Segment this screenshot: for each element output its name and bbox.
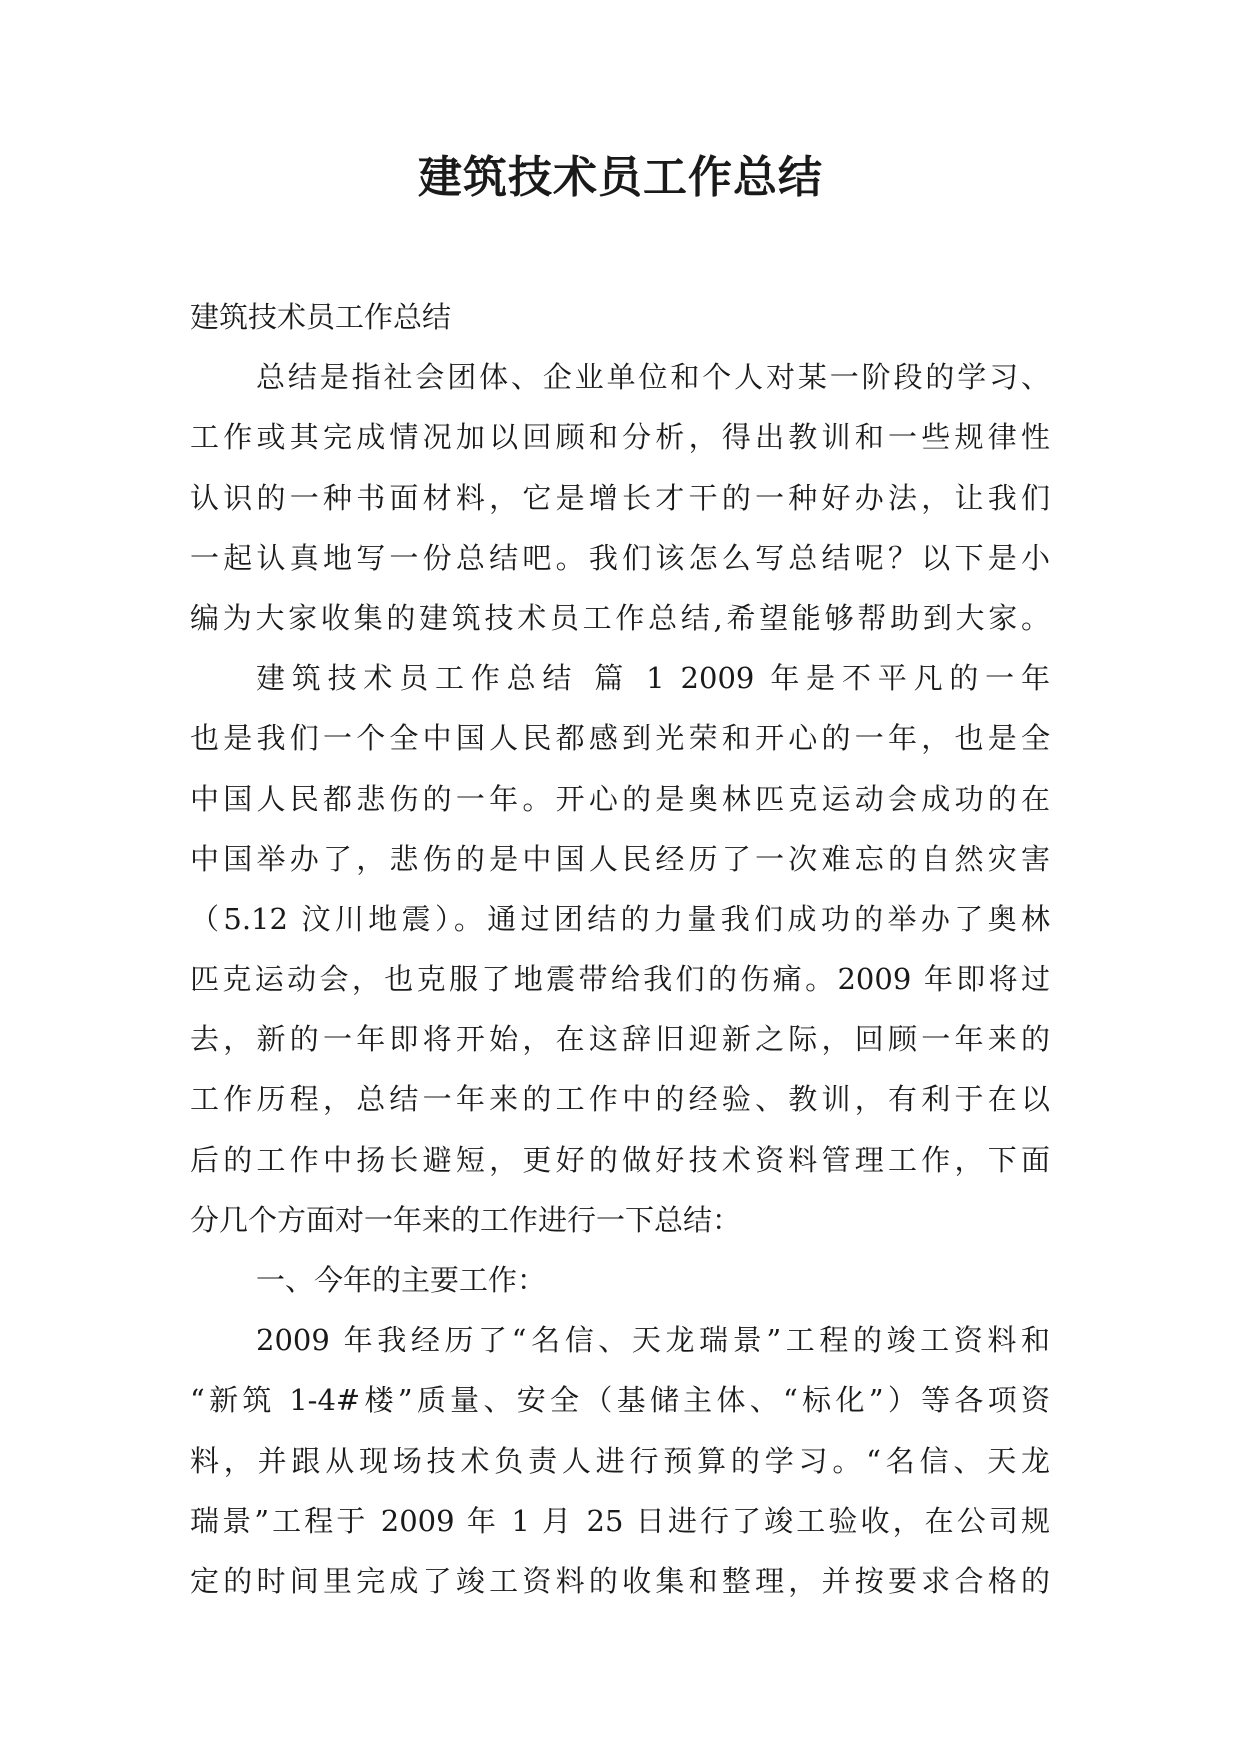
text-line: 定的时间里完成了竣工资料的收集和整理，并按要求合格的	[190, 1563, 1050, 1598]
text-line: 一起认真地写一份总结吧。我们该怎么写总结呢？以下是小	[190, 540, 1050, 575]
text-line: 也是我们一个全中国人民都感到光荣和开心的一年，也是全	[190, 721, 1050, 756]
text-line: 工作历程，总结一年来的工作中的经验、教训，有利于在以	[190, 1082, 1050, 1117]
text-line: “新筑 1-4#楼”质量、安全（基储主体、“标化”）等各项资	[190, 1383, 1050, 1418]
text-line: 建筑技术员工作总结	[190, 300, 452, 334]
text-line: （5.12 汶川地震）。通过团结的力量我们成功的举办了奥林	[190, 901, 1050, 936]
text-line: 分几个方面对一年来的工作进行一下总结：	[190, 1202, 742, 1237]
text-line: 一、今年的主要工作：	[256, 1263, 547, 1297]
text-line: 瑞景”工程于 2009 年 1 月 25 日进行了竣工验收，在公司规	[190, 1503, 1050, 1538]
text-line: 工作或其完成情况加以回顾和分析，得出教训和一些规律性	[190, 420, 1050, 455]
text-line: 中国人民都悲伤的一年。开心的是奥林匹克运动会成功的在	[190, 781, 1050, 816]
text-line: 料，并跟从现场技术负责人进行预算的学习。“名信、天龙	[190, 1443, 1050, 1478]
text-line: 匹克运动会，也克服了地震带给我们的伤痛。2009 年即将过	[190, 962, 1050, 997]
text-line: 建筑技术员工作总结 篇 1 2009 年是不平凡的一年	[256, 661, 1050, 696]
text-line: 编为大家收集的建筑技术员工作总结,希望能够帮助到大家。	[190, 600, 1050, 635]
text-line: 总结是指社会团体、企业单位和个人对某一阶段的学习、	[256, 360, 1050, 395]
document-title: 建筑技术员工作总结	[418, 152, 823, 203]
text-line: 中国举办了，悲伤的是中国人民经历了一次难忘的自然灾害	[190, 841, 1050, 876]
text-line: 2009 年我经历了“名信、天龙瑞景”工程的竣工资料和	[256, 1323, 1050, 1358]
text-line: 去，新的一年即将开始，在这辞旧迎新之际，回顾一年来的	[190, 1022, 1050, 1057]
document-body	[190, 287, 1050, 1611]
text-line: 后的工作中扬长避短，更好的做好技术资料管理工作，下面	[190, 1142, 1050, 1177]
text-line: 认识的一种书面材料，它是增长才干的一种好办法，让我们	[190, 480, 1050, 515]
